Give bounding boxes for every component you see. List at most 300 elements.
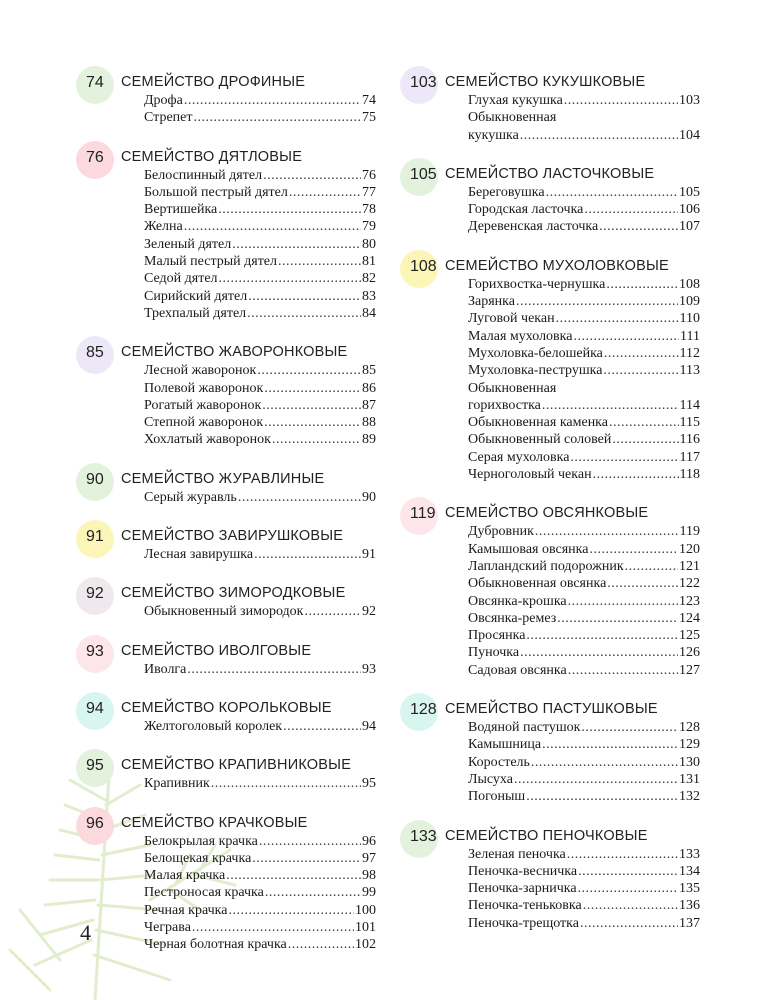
- family-page-number: 76: [86, 148, 104, 166]
- entry-page: 106: [679, 202, 700, 218]
- dot-leader: [578, 880, 678, 897]
- toc-entry[interactable]: [468, 218, 700, 235]
- toc-entry-line: Обыкновенная: [468, 110, 557, 126]
- entry-page: 133: [679, 846, 700, 862]
- dot-leader: [219, 270, 361, 287]
- entry-name: Водяной пастушок: [468, 720, 581, 736]
- entry-page: 102: [355, 937, 376, 953]
- toc-entry[interactable]: [468, 449, 700, 466]
- entry-page: 131: [679, 771, 700, 787]
- entry-name: Серая мухоловка: [468, 449, 570, 465]
- toc-entry[interactable]: [468, 736, 700, 753]
- toc-entry[interactable]: [144, 218, 376, 235]
- entry-name: Черноголовый чекан: [468, 467, 592, 483]
- family-title: СЕМЕЙСТВО ЖАВОРОНКОВЫЕ: [121, 344, 348, 361]
- entry-name: Полевой жаворонок: [144, 380, 264, 396]
- entry-page: 92: [362, 604, 376, 620]
- entry-name: Седой дятел: [144, 271, 218, 287]
- entry-name: Стрепет: [144, 110, 193, 126]
- entry-page: 100: [355, 902, 376, 918]
- dot-leader: [612, 431, 678, 448]
- toc-entry[interactable]: [144, 850, 376, 867]
- entry-name: Зарянка: [468, 294, 515, 310]
- entry-page: 116: [679, 432, 700, 448]
- entry-name: Дрофа: [144, 93, 183, 108]
- entry-page: 137: [679, 915, 700, 931]
- family-header: [400, 158, 700, 192]
- entry-name: Серый журавль: [144, 489, 237, 505]
- toc-entry[interactable]: [468, 310, 700, 327]
- entry-page: 90: [362, 489, 376, 505]
- entry-page: 107: [679, 219, 700, 235]
- family-header: [76, 66, 376, 100]
- entry-page: 113: [679, 363, 700, 379]
- entry-name: Лапландский подорожник: [468, 558, 624, 574]
- family-header: [76, 692, 376, 726]
- entry-name: Овсянка-крошка: [468, 593, 567, 609]
- toc-entry[interactable]: [144, 397, 376, 414]
- toc-entry[interactable]: [144, 184, 376, 201]
- entry-name: Пеночка-трещотка: [468, 915, 579, 931]
- dot-leader: [583, 897, 678, 914]
- family-page-number: 91: [86, 528, 104, 546]
- entry-page: 82: [362, 271, 376, 287]
- dot-leader: [625, 558, 678, 575]
- dot-leader: [603, 362, 678, 379]
- entry-name: Горихвостка-чернушка: [468, 276, 606, 292]
- dot-leader: [531, 754, 678, 771]
- entry-name: Овсянка-ремез: [468, 610, 557, 626]
- toc-entry[interactable]: [468, 627, 700, 644]
- family-page-number: 133: [410, 827, 437, 845]
- entry-name: Деревенская ласточка: [468, 219, 599, 235]
- entry-page: 126: [679, 645, 700, 661]
- entry-page: 95: [362, 776, 376, 792]
- toc-entry[interactable]: [468, 915, 700, 932]
- toc-family-section: [76, 141, 376, 323]
- toc-entry[interactable]: [468, 754, 700, 771]
- dot-leader: [272, 431, 361, 448]
- toc-entry[interactable]: [144, 919, 376, 936]
- family-entries: [468, 846, 700, 932]
- family-entries: [468, 523, 700, 679]
- entry-page: 124: [679, 610, 700, 626]
- toc-entry-line: Обыкновенная: [468, 380, 557, 396]
- toc-entry[interactable]: [468, 771, 700, 788]
- entry-page: 103: [679, 93, 700, 108]
- entry-page: 86: [362, 380, 376, 396]
- entry-name: Крапивник: [144, 776, 210, 792]
- entry-page: 75: [362, 110, 376, 126]
- family-title: СЕМЕЙСТВО КРАЧКОВЫЕ: [121, 814, 308, 831]
- entry-name: Хохлатый жаворонок: [144, 432, 271, 448]
- entry-page: 104: [679, 127, 700, 143]
- toc-entry[interactable]: [468, 558, 700, 575]
- toc-entry[interactable]: [144, 270, 376, 287]
- entry-name: Садовая овсянка: [468, 662, 567, 678]
- toc-family-section: [76, 749, 376, 792]
- entry-name: Малая крачка: [144, 868, 226, 884]
- entry-page: 74: [362, 93, 376, 108]
- entry-page: 136: [679, 898, 700, 914]
- entry-name: Мухоловка-белошейка: [468, 345, 603, 361]
- family-header: [400, 820, 700, 854]
- entry-page: 99: [362, 885, 376, 901]
- dot-leader: [604, 345, 679, 362]
- entry-page: 118: [679, 467, 700, 483]
- entry-page: 89: [362, 432, 376, 448]
- entry-page: 120: [679, 541, 700, 557]
- family-page-number: 90: [86, 470, 104, 488]
- toc-right-column: [400, 66, 700, 946]
- entry-page: 135: [679, 881, 700, 897]
- toc-family-section: [400, 820, 700, 932]
- family-title: СЕМЕЙСТВО ПЕНОЧКОВЫЕ: [445, 827, 648, 844]
- toc-entry[interactable]: [468, 293, 700, 310]
- toc-entry[interactable]: [144, 236, 376, 253]
- dot-leader: [520, 127, 678, 144]
- family-entries: [144, 833, 376, 954]
- family-entries: [144, 362, 376, 448]
- entry-page: 101: [355, 920, 376, 936]
- entry-name: Глухая кукушка: [468, 93, 563, 108]
- dot-leader: [264, 414, 361, 431]
- entry-page: 114: [679, 397, 700, 413]
- entry-page: 129: [679, 737, 700, 753]
- entry-name: Камышница: [468, 737, 542, 753]
- entry-page: 112: [679, 345, 700, 361]
- entry-page: 81: [362, 254, 376, 270]
- family-entries: [144, 167, 376, 323]
- toc-left-column: [76, 66, 376, 968]
- entry-page: 125: [679, 628, 700, 644]
- dot-leader: [262, 397, 361, 414]
- entry-name: Камышовая овсянка: [468, 541, 589, 557]
- entry-name: Лысуха: [468, 771, 513, 787]
- entry-page: 79: [362, 219, 376, 235]
- dot-leader: [248, 288, 361, 305]
- family-header: [400, 497, 700, 531]
- toc-entry[interactable]: [468, 644, 700, 661]
- toc-entry[interactable]: [468, 593, 700, 610]
- toc-entry[interactable]: [468, 662, 700, 679]
- dot-leader: [252, 850, 361, 867]
- toc-family-section: [76, 692, 376, 735]
- toc-family-section: [76, 635, 376, 678]
- entry-page: 130: [679, 754, 700, 770]
- entry-name: Обыкновенный зимородок: [144, 604, 304, 620]
- dot-leader: [289, 184, 361, 201]
- entry-page: 97: [362, 850, 376, 866]
- entry-name: Чеграва: [144, 920, 191, 936]
- entry-name: Лесной жаворонок: [144, 363, 257, 379]
- family-page-number: 103: [410, 74, 437, 91]
- entry-page: 115: [679, 415, 700, 431]
- toc-entry[interactable]: [144, 884, 376, 901]
- entry-name: Черная болотная крачка: [144, 937, 287, 953]
- toc-family-section: [76, 336, 376, 448]
- dot-leader: [193, 109, 361, 126]
- family-title: СЕМЕЙСТВО ДЯТЛОВЫЕ: [121, 148, 303, 165]
- toc-family-section: [76, 807, 376, 954]
- entry-name: Обыкновенная овсянка: [468, 576, 607, 592]
- family-title: СЕМЕЙСТВО КОРОЛЬКОВЫЕ: [121, 699, 332, 716]
- entry-page: 83: [362, 288, 376, 304]
- family-page-number: 74: [86, 74, 104, 91]
- toc-entry[interactable]: [144, 936, 376, 953]
- dot-leader: [278, 253, 361, 270]
- toc-entry[interactable]: [468, 863, 700, 880]
- dot-leader: [607, 575, 678, 592]
- family-header: [400, 250, 700, 284]
- entry-name: Речная крачка: [144, 902, 228, 918]
- entry-page: 84: [362, 305, 376, 321]
- entry-page: 119: [679, 524, 700, 540]
- family-title: СЕМЕЙСТВО ДРОФИНЫЕ: [121, 74, 306, 90]
- family-header: [76, 520, 376, 554]
- dot-leader: [578, 863, 678, 880]
- entry-page: 78: [362, 202, 376, 218]
- entry-page: 128: [679, 720, 700, 736]
- toc-entry[interactable]: [468, 414, 700, 431]
- entry-name: Малая мухоловка: [468, 328, 573, 344]
- dot-leader: [184, 218, 361, 235]
- toc-family-section: [400, 497, 700, 679]
- entry-page: 98: [362, 868, 376, 884]
- entry-name: Белокрылая крачка: [144, 833, 258, 849]
- entry-name: Желтоголовый королек: [144, 718, 283, 734]
- dot-leader: [557, 610, 678, 627]
- dot-leader: [589, 541, 678, 558]
- dot-leader: [516, 293, 678, 310]
- entry-name: Рогатый жаворонок: [144, 397, 262, 413]
- family-page-number: 96: [86, 814, 104, 832]
- entry-name: Зеленый дятел: [144, 236, 232, 252]
- entry-page: 108: [679, 276, 700, 292]
- toc-entry[interactable]: [468, 575, 700, 592]
- entry-page: 117: [679, 449, 700, 465]
- entry-page: 87: [362, 397, 376, 413]
- family-header: [76, 141, 376, 175]
- entry-page: 88: [362, 415, 376, 431]
- dot-leader: [568, 593, 678, 610]
- dot-leader: [526, 627, 678, 644]
- dot-leader: [593, 466, 679, 483]
- toc-entry[interactable]: [468, 362, 700, 379]
- entry-name: Городская ласточка: [468, 202, 584, 218]
- family-entries: [468, 276, 700, 484]
- toc-entry[interactable]: [468, 466, 700, 483]
- toc-entry[interactable]: [144, 253, 376, 270]
- dot-leader: [573, 328, 679, 345]
- toc-entry[interactable]: [144, 414, 376, 431]
- toc-family-section: [400, 158, 700, 236]
- family-header: [76, 336, 376, 370]
- entry-name: Желна: [144, 219, 183, 235]
- entry-page: 109: [679, 294, 700, 310]
- dot-leader: [542, 736, 678, 753]
- toc-entry[interactable]: [468, 880, 700, 897]
- toc-entry[interactable]: [468, 541, 700, 558]
- dot-leader: [556, 310, 679, 327]
- family-title: СЕМЕЙСТВО ЗАВИРУШКОВЫЕ: [121, 528, 344, 545]
- family-title: СЕМЕЙСТВО ЗИМОРОДКОВЫЕ: [121, 585, 346, 602]
- entry-name: Пеночка-теньковка: [468, 898, 582, 914]
- family-page-number: 93: [86, 642, 104, 660]
- entry-name: Иволга: [144, 661, 187, 677]
- toc-family-section: [400, 66, 700, 144]
- entry-page: 96: [362, 833, 376, 849]
- family-title: СЕМЕЙСТВО ОВСЯНКОВЫЕ: [445, 505, 649, 522]
- family-header: [400, 693, 700, 727]
- dot-leader: [288, 936, 354, 953]
- dot-leader: [192, 919, 354, 936]
- entry-name: Пеночка-зарничка: [468, 881, 577, 897]
- family-title: СЕМЕЙСТВО КУКУШКОВЫЕ: [445, 74, 646, 90]
- toc-entry[interactable]: [468, 345, 700, 362]
- dot-leader: [580, 915, 678, 932]
- entry-name: Пуночка: [468, 645, 520, 661]
- toc-entry[interactable]: [468, 610, 700, 627]
- entry-name: Пестроносая крачка: [144, 885, 264, 901]
- entry-name: Малый пестрый дятел: [144, 254, 278, 270]
- family-header: [76, 463, 376, 497]
- entry-name: Белоспинный дятел: [144, 167, 263, 183]
- toc-entry[interactable]: [144, 867, 376, 884]
- toc-family-section: [76, 520, 376, 563]
- entry-page: 80: [362, 236, 376, 252]
- toc-entry[interactable]: [468, 328, 700, 345]
- entry-page: 111: [680, 328, 700, 344]
- family-header: [400, 66, 700, 100]
- dot-leader: [570, 449, 678, 466]
- entry-name: Дубровник: [468, 524, 534, 540]
- entry-name: Обыкновенная каменка: [468, 415, 608, 431]
- dot-leader: [526, 788, 678, 805]
- entry-page: 122: [679, 576, 700, 592]
- dot-leader: [514, 771, 678, 788]
- dot-leader: [599, 218, 678, 235]
- toc-family-section: [76, 66, 376, 127]
- family-page-number: 85: [86, 344, 104, 362]
- toc-family-section: [400, 250, 700, 484]
- entry-page: 123: [679, 593, 700, 609]
- entry-name: Обыкновенный соловей: [468, 432, 612, 448]
- family-header: [76, 807, 376, 841]
- dot-leader: [226, 867, 361, 884]
- toc-family-section: [76, 463, 376, 506]
- toc-entry[interactable]: [144, 380, 376, 397]
- entry-page: 77: [362, 184, 376, 200]
- entry-page: 105: [679, 184, 700, 200]
- toc-entry[interactable]: [468, 201, 700, 218]
- family-header: [76, 635, 376, 669]
- toc-entry[interactable]: [144, 109, 376, 126]
- entry-name: Луговой чекан: [468, 311, 555, 327]
- entry-name: горихвостка: [468, 397, 541, 413]
- dot-leader: [568, 662, 678, 679]
- entry-page: 132: [679, 789, 700, 805]
- entry-name: Зеленая пеночка: [468, 846, 566, 862]
- family-page-number: 128: [410, 701, 437, 719]
- entry-name: Вертишейка: [144, 202, 218, 218]
- entry-name: Сирийский дятел: [144, 288, 248, 304]
- entry-name: Трехпалый дятел: [144, 305, 247, 321]
- toc-entry[interactable]: [144, 902, 376, 919]
- entry-page: 85: [362, 363, 376, 379]
- toc-entry[interactable]: [144, 201, 376, 218]
- entry-page: 134: [679, 863, 700, 879]
- entry-name: Степной жаворонок: [144, 415, 264, 431]
- family-title: СЕМЕЙСТВО МУХОЛОВКОВЫЕ: [445, 257, 669, 274]
- entry-name: Пеночка-весничка: [468, 863, 578, 879]
- dot-leader: [584, 201, 678, 218]
- family-entries: [468, 719, 700, 805]
- toc-entry[interactable]: [468, 431, 700, 448]
- entry-name: Белощекая крачка: [144, 850, 252, 866]
- entry-page: 91: [362, 547, 376, 563]
- family-title: СЕМЕЙСТВО КРАПИВНИКОВЫЕ: [121, 757, 352, 774]
- family-title: СЕМЕЙСТВО ЛАСТОЧКОВЫЕ: [445, 165, 655, 182]
- family-page-number: 95: [86, 757, 104, 775]
- entry-page: 110: [679, 311, 700, 327]
- dot-leader: [232, 236, 361, 253]
- toc-entry[interactable]: [468, 788, 700, 805]
- entry-page: 94: [362, 718, 376, 734]
- family-page-number: 94: [86, 699, 104, 717]
- dot-leader: [520, 644, 678, 661]
- family-title: СЕМЕЙСТВО ПАСТУШКОВЫЕ: [445, 701, 658, 718]
- entry-page: 76: [362, 167, 376, 183]
- toc-entry[interactable]: [468, 127, 700, 144]
- dot-leader: [265, 884, 361, 901]
- toc-family-section: [76, 577, 376, 620]
- family-page-number: 105: [410, 165, 437, 183]
- toc-family-section: [400, 693, 700, 805]
- entry-page: 93: [362, 661, 376, 677]
- toc-entry[interactable]: [468, 897, 700, 914]
- dot-leader: [609, 414, 679, 431]
- dot-leader: [228, 902, 354, 919]
- dot-leader: [218, 201, 361, 218]
- family-title: СЕМЕЙСТВО ИВОЛГОВЫЕ: [121, 642, 312, 659]
- page-number: 4: [80, 920, 91, 945]
- entry-name: Погоныш: [468, 789, 526, 805]
- entry-name: Лесная завирушка: [144, 547, 254, 563]
- entry-name: кукушка: [468, 127, 519, 143]
- family-title: СЕМЕЙСТВО ЖУРАВЛИНЫЕ: [121, 470, 325, 487]
- entry-name: Просянка: [468, 628, 526, 644]
- entry-name: Коростель: [468, 754, 530, 770]
- family-header: [76, 577, 376, 611]
- family-page-number: 92: [86, 585, 104, 603]
- entry-page: 127: [679, 662, 700, 678]
- toc-entry[interactable]: [144, 431, 376, 448]
- family-page-number: 108: [410, 257, 437, 275]
- family-page-number: 119: [410, 505, 436, 523]
- toc-entry[interactable]: [144, 305, 376, 322]
- entry-name: Мухоловка-пеструшка: [468, 363, 603, 379]
- family-header: [76, 749, 376, 783]
- entry-page: 121: [679, 558, 700, 574]
- dot-leader: [542, 397, 679, 414]
- entry-name: Береговушка: [468, 184, 545, 200]
- toc-entry[interactable]: [144, 288, 376, 305]
- dot-leader: [247, 305, 361, 322]
- dot-leader: [264, 380, 361, 397]
- entry-name: Большой пестрый дятел: [144, 184, 288, 200]
- toc-entry[interactable]: [468, 397, 700, 414]
